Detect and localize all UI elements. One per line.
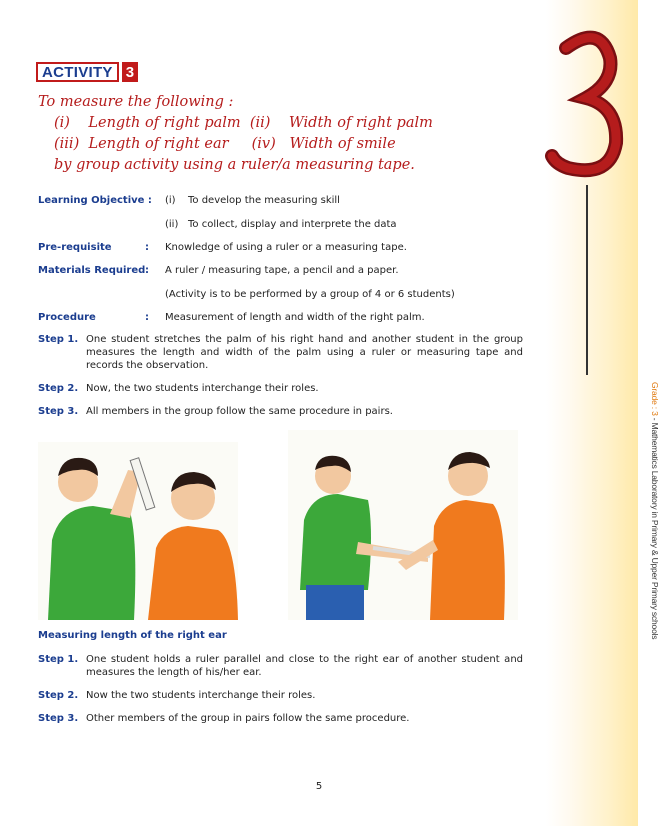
title-line: To measure the following : xyxy=(38,94,234,110)
palm-step xyxy=(38,333,523,372)
step-number: Step 1. xyxy=(38,654,79,665)
step-number: Step 3. xyxy=(38,406,79,417)
activity-title xyxy=(38,92,518,176)
sidebar-grade: Grade : 3 xyxy=(650,382,660,416)
page-number: 5 xyxy=(315,781,323,792)
palm-step xyxy=(38,405,523,418)
objective-number: (ii) xyxy=(165,219,179,230)
measuring-illustration xyxy=(38,430,518,620)
sidebar-rule xyxy=(586,185,588,375)
procedure-row: Procedure : Measurement of length and width of the right palm. xyxy=(38,312,425,323)
step-number: Step 2. xyxy=(38,690,79,701)
prerequisite-label: Pre-requisite xyxy=(38,242,112,253)
materials-text: A ruler / measuring tape, a pencil and a paper. xyxy=(165,265,399,276)
step-text: Now, the two students interchange their roles. xyxy=(86,383,319,394)
chapter-number-graphic xyxy=(548,28,628,193)
title-line: (i) Length of right palm (ii) Width of right palm xyxy=(54,115,433,131)
step-number: Step 1. xyxy=(38,334,79,345)
ear-step xyxy=(38,712,523,725)
title-line: (iii) Length of right ear (iv) Width of smile xyxy=(54,136,396,152)
sidebar-caption xyxy=(646,382,660,692)
green-shirt-boy xyxy=(48,506,135,620)
materials-row: Materials Required : A ruler / measuring tape, a pencil and a paper. xyxy=(38,265,399,276)
palm-step xyxy=(38,382,523,395)
learning-objective-row: Learning Objective : (i) To develop the measuring skill xyxy=(38,195,340,206)
ear-step xyxy=(38,689,523,702)
sidebar-book-title: - Mathematics Laboratory in Primary & Upper Primary schools xyxy=(650,415,660,640)
step-text: All members in the group follow the same procedure in pairs. xyxy=(86,406,393,417)
materials-note: (Activity is to be performed by a group of 4 or 6 students) xyxy=(165,289,455,300)
step-text: One student holds a ruler parallel and close to the right ear of another student and measures the length of his/her ear. xyxy=(86,654,523,678)
objective-text: To collect, display and interprete the data xyxy=(188,219,397,230)
activity-number: 3 xyxy=(122,62,138,82)
objective-text: To develop the measuring skill xyxy=(188,195,340,206)
left-scene xyxy=(38,442,238,620)
step-text: One student stretches the palm of his right hand and another student in the group measures the length and width of the palm using a ruler or measuring tape and records the observation. xyxy=(86,334,523,371)
procedure-label: Procedure xyxy=(38,312,96,323)
step-text: Other members of the group in pairs follow the same procedure. xyxy=(86,713,410,724)
step-number: Step 2. xyxy=(38,383,79,394)
objective-number: (i) xyxy=(165,195,176,206)
title-line: by group activity using a ruler/a measuring tape. xyxy=(54,157,415,173)
ear-section-title: Measuring length of the right ear xyxy=(38,630,227,641)
activity-label: ACTIVITY xyxy=(36,62,119,82)
step-text: Now the two students interchange their roles. xyxy=(86,690,316,701)
prerequisite-text: Knowledge of using a ruler or a measuring tape. xyxy=(165,242,407,253)
learning-objective-label: Learning Objective xyxy=(38,195,145,206)
materials-label: Materials Required xyxy=(38,265,146,276)
orange-shirt-boy xyxy=(148,526,238,620)
activity-badge xyxy=(36,62,138,82)
ear-step xyxy=(38,653,523,679)
right-scene xyxy=(288,430,518,620)
prerequisite-row: Pre-requisite : Knowledge of using a ruler or a measuring tape. xyxy=(38,242,407,253)
step-number: Step 3. xyxy=(38,713,79,724)
procedure-text: Measurement of length and width of the right palm. xyxy=(165,312,425,323)
